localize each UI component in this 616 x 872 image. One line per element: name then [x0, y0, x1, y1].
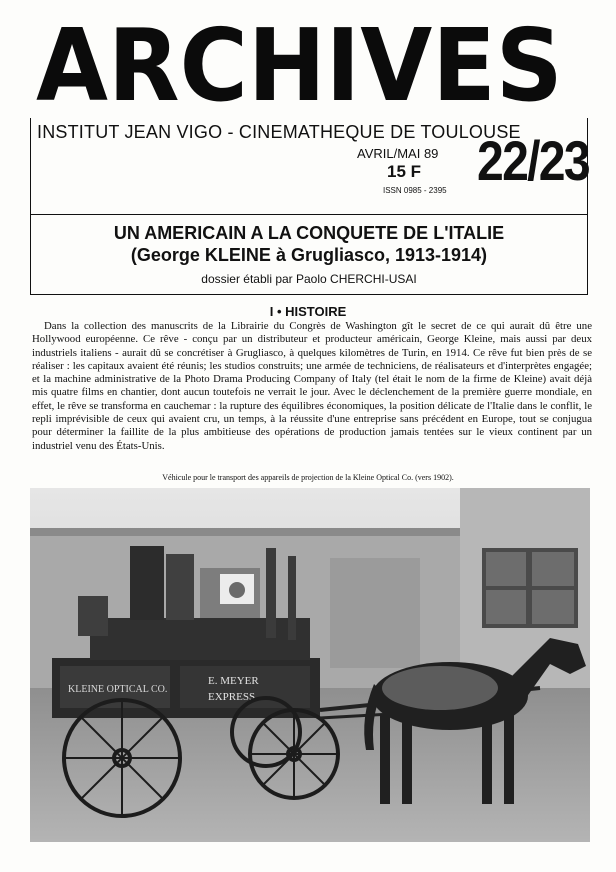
photo-caption: Véhicule pour le transport des appareils de projection de la Kleine Optical Co. (vers 1902).	[162, 473, 454, 482]
historic-photograph	[30, 488, 590, 842]
issn-number: ISSN 0985 - 2395	[383, 186, 447, 195]
body-paragraph: Dans la collection des manuscrits de la Librairie du Congrès de Washington gît le secret de ce qui aurait dû être une Hollywood européenne. Ce rêve - conçu par un distributeur et producteur américain, George Kleine, mais aussi par deux industriels italiens - aurait dû se concrétiser à Grugliasco, à quelques kilomètres de Turin, en 1914. Ce rêve fut bien près de se réaliser : les capitaux avaient été réunis; les studios construits; une armée de techniciens, de réalisateurs et d'interprètes engagée; et la machine administrative de la Photo Drama Producing Company of Italy (tel était le nom de la firme de Kleine) avait déjà mis quatre films en chantier, dont aucun toutefois ne verrait le jour. Avec le déclenchement de la première guerre mondiale, en effet, le rêve se transforma en cauchemar : la rupture des équilibres économiques, la position délicate de l'Italie dans le conflit, le repli imprévisible de ceux qui avaient cru, un temps, à la réussite d'une entreprise sans précédent en Europe, tout se conjugua pour déterminer la faillite de la plus ambitieuse des opérations de production jamais tentées sur le vieux continent par un industriel venu des États-Unis.	[32, 320, 592, 452]
article-headline	[31, 222, 587, 266]
wagon-lettering-right-bottom: EXPRESS	[208, 691, 256, 703]
article-byline: dossier établi par Paolo CHERCHI-USAI	[201, 272, 417, 286]
wagon-photo-illustration	[30, 488, 590, 842]
magazine-title: ARCHIVES	[36, 7, 563, 124]
section-heading: I • HISTOIRE	[269, 304, 347, 319]
institute-name: INSTITUT JEAN VIGO - CINEMATHEQUE DE TOULOUSE	[37, 122, 521, 142]
headline-line-2: (George KLEINE à Grugliasco, 1913-1914)	[130, 245, 488, 265]
issue-date: AVRIL/MAI 89	[357, 146, 439, 161]
article-title-box	[30, 214, 588, 295]
issue-header	[30, 118, 588, 215]
issue-price: 15 F	[387, 162, 422, 181]
headline-line-1: UN AMERICAIN A LA CONQUETE DE L'ITALIE	[113, 223, 505, 243]
masthead	[36, 7, 596, 124]
issue-number: 22/23	[477, 129, 589, 192]
wagon-lettering-right-top: E. MEYER	[208, 675, 259, 687]
wagon-lettering-left: KLEINE OPTICAL CO.	[68, 684, 168, 695]
